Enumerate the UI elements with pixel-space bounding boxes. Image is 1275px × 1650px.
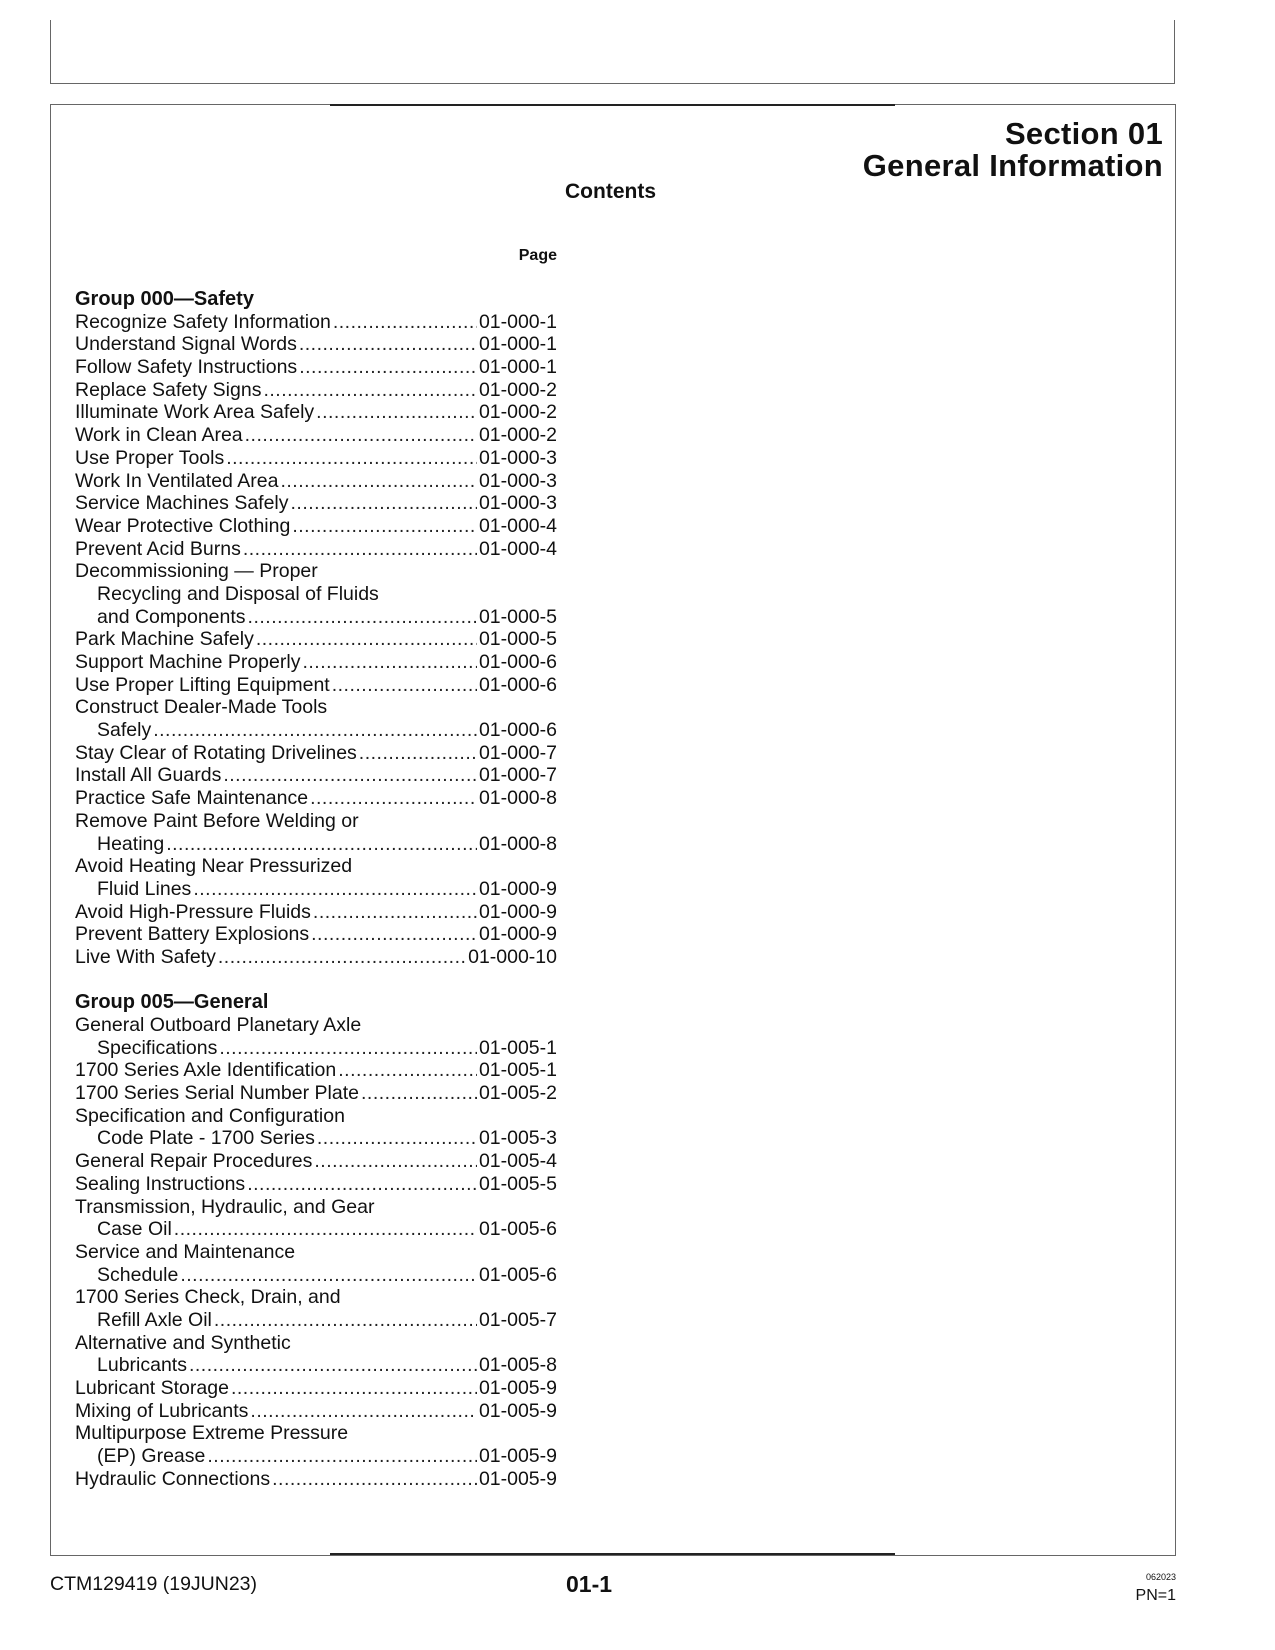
toc-entry-page: 01-000-2 (478, 401, 557, 424)
dot-leader (243, 538, 477, 561)
toc-entry-line[interactable] (75, 560, 557, 583)
dot-leader (299, 356, 477, 379)
toc-entry-line[interactable] (75, 1173, 557, 1196)
toc-entry-line[interactable] (75, 1354, 557, 1377)
toc-entry-page: 01-000-8 (478, 832, 557, 855)
toc-entry-page: 01-005-9 (478, 1467, 557, 1490)
toc-entry-page: 01-000-4 (478, 514, 557, 537)
dot-leader (189, 1354, 477, 1377)
toc-entry-line[interactable] (75, 764, 557, 787)
toc-entry-title: Remove Paint Before Welding or (75, 809, 359, 832)
toc-entry-line[interactable] (75, 515, 557, 538)
toc-entry-line[interactable] (75, 356, 557, 379)
toc-entry-title: Service Machines Safely (75, 492, 289, 515)
top-frame (50, 20, 1175, 84)
dot-leader (314, 1150, 477, 1173)
toc-entry-page: 01-000-9 (478, 923, 557, 946)
dot-leader (317, 1127, 477, 1150)
dot-leader (245, 424, 477, 447)
dot-leader (247, 1173, 477, 1196)
page-column-label: Page (518, 247, 557, 264)
toc-entry-page: 01-000-2 (478, 424, 557, 447)
dot-leader (231, 1377, 477, 1400)
dot-leader (218, 946, 466, 969)
toc-entry-line[interactable] (75, 719, 557, 742)
toc-entry-line[interactable] (75, 946, 557, 969)
toc-entry-line[interactable] (75, 696, 557, 719)
dot-leader (256, 628, 477, 651)
toc-entry-line[interactable] (75, 742, 557, 765)
toc-entry-line[interactable] (75, 1468, 557, 1491)
toc-entry-line[interactable] (75, 583, 557, 606)
page-number: 01-1 (566, 1571, 613, 1597)
toc-entry-page: 01-000-7 (478, 764, 557, 787)
toc-entry-page: 01-005-2 (478, 1082, 557, 1105)
toc-entry-line[interactable] (75, 333, 557, 356)
toc-entry-title: Mixing of Lubricants (75, 1399, 249, 1422)
toc-entry-page: 01-005-1 (478, 1036, 557, 1059)
toc-entry-title: Specification and Configuration (75, 1104, 345, 1127)
toc-entry-page: 01-000-3 (478, 492, 557, 515)
toc-entry-title: General Outboard Planetary Axle (75, 1014, 362, 1036)
toc-entry-title: Use Proper Tools (75, 446, 225, 469)
toc-entry-title: Prevent Battery Explosions (75, 923, 310, 946)
group-heading: Group 005—General (75, 991, 269, 1014)
table-of-contents (75, 288, 557, 1490)
toc-entry-page: 01-000-7 (478, 741, 557, 764)
dot-leader (302, 651, 476, 674)
toc-entry-line[interactable] (75, 1127, 557, 1150)
toc-entry-title: Code Plate - 1700 Series (97, 1127, 315, 1150)
toc-entry-title: Specifications (97, 1036, 218, 1059)
group-spacer (75, 969, 557, 992)
toc-entry-title: Alternative and Synthetic (75, 1331, 291, 1354)
toc-entry-title: Hydraulic Connections (75, 1467, 271, 1490)
toc-entry-line[interactable] (75, 401, 557, 424)
toc-entry-line[interactable] (75, 1400, 557, 1423)
toc-entry-page: 01-005-9 (478, 1445, 557, 1468)
dot-leader (248, 606, 477, 629)
toc-entry-line[interactable] (75, 1059, 557, 1082)
toc-entry-line[interactable] (75, 1082, 557, 1105)
toc-entry-page: 01-000-6 (478, 651, 557, 673)
toc-entry-title: Recognize Safety Information (75, 310, 331, 333)
toc-entry-page: 01-000-9 (478, 900, 557, 923)
dot-leader (299, 333, 477, 356)
section-title: General Information (862, 148, 1163, 183)
toc-entry-title: Sealing Instructions (75, 1172, 246, 1195)
toc-entry-title: Schedule (97, 1263, 179, 1286)
toc-entry-page: 01-000-4 (478, 537, 557, 560)
toc-entry-page: 01-005-5 (478, 1172, 557, 1195)
toc-entry-page: 01-000-3 (478, 469, 557, 492)
toc-entry-page: 01-000-9 (478, 877, 557, 900)
toc-entry-title: Use Proper Lifting Equipment (75, 673, 330, 696)
document-id: CTM129419 (19JUN23) (50, 1573, 258, 1595)
toc-entry-line[interactable] (75, 379, 557, 402)
dot-leader (180, 1264, 477, 1287)
toc-entry-page: 01-000-3 (478, 446, 557, 469)
toc-entry-line[interactable] (75, 470, 557, 493)
dot-leader (219, 1037, 477, 1060)
toc-entry-title: Park Machine Safely (75, 628, 254, 651)
toc-entry-line[interactable] (75, 1422, 557, 1445)
toc-entry-line[interactable] (75, 923, 557, 946)
toc-entry-title: Live With Safety (75, 945, 216, 968)
toc-entry-line[interactable] (75, 1445, 557, 1468)
dot-leader (291, 492, 477, 515)
toc-entry-page: 01-005-9 (478, 1399, 557, 1422)
toc-entry-page: 01-000-6 (478, 719, 557, 742)
toc-entry-title: Work in Clean Area (75, 424, 243, 447)
dot-leader (207, 1445, 477, 1468)
frame-bottom-accent (330, 1553, 895, 1555)
toc-entry-title: Support Machine Properly (75, 651, 301, 673)
group-heading: Group 000—Safety (75, 288, 254, 310)
toc-entry-line[interactable] (75, 787, 557, 810)
toc-entry-page: 01-005-7 (478, 1308, 557, 1331)
toc-entry-page: 01-000-8 (478, 787, 557, 810)
dot-leader (313, 901, 477, 924)
toc-entry-page: 01-000-2 (478, 378, 557, 401)
toc-entry-title: Multipurpose Extreme Pressure (75, 1422, 349, 1445)
dot-leader (332, 674, 477, 697)
toc-entry-page: 01-000-10 (468, 945, 557, 968)
toc-entry-page: 01-000-6 (478, 673, 557, 696)
toc-entry-page: 01-005-4 (478, 1150, 557, 1173)
dot-leader (214, 1309, 477, 1332)
dot-leader (272, 1468, 477, 1491)
dot-leader (316, 401, 477, 424)
toc-entry-title: Practice Safe Maintenance (75, 787, 309, 810)
toc-entry-title: Prevent Acid Burns (75, 537, 241, 560)
toc-entry-title: Illuminate Work Area Safely (75, 401, 315, 424)
toc-entry-line[interactable] (75, 1037, 557, 1060)
toc-entry-title: Recycling and Disposal of Fluids (97, 582, 379, 605)
dot-leader (311, 923, 477, 946)
dot-leader (223, 764, 477, 787)
toc-entry-line[interactable] (75, 1218, 557, 1241)
dot-leader (361, 1082, 477, 1105)
toc-entry-line[interactable] (75, 1150, 557, 1173)
toc-entry-line[interactable] (75, 651, 557, 674)
toc-entry-line[interactable] (75, 810, 557, 833)
toc-entry-line[interactable] (75, 1377, 557, 1400)
toc-entry-title: Install All Guards (75, 764, 222, 787)
toc-entry-title: Understand Signal Words (75, 333, 297, 356)
toc-entry-page: 01-005-6 (478, 1263, 557, 1286)
toc-entry-title: Wear Protective Clothing (75, 514, 291, 537)
toc-entry-page: 01-005-3 (478, 1127, 557, 1150)
toc-entry-page: 01-005-9 (478, 1377, 557, 1399)
frame-top-accent (330, 104, 895, 106)
toc-entry-page: 01-000-1 (478, 356, 557, 379)
toc-entry-line[interactable] (75, 878, 557, 901)
toc-entry-title: (EP) Grease (97, 1445, 206, 1468)
date-code: 062023 (1145, 1572, 1176, 1582)
dot-leader (280, 470, 477, 493)
dot-leader (310, 787, 477, 810)
toc-entry-title: Case Oil (97, 1218, 172, 1241)
toc-entry-line[interactable] (75, 1286, 557, 1309)
dot-leader (292, 515, 477, 538)
dot-leader (193, 878, 477, 901)
dot-leader (166, 833, 477, 856)
toc-entry-title: Heating (97, 832, 165, 855)
section-header (863, 118, 1163, 182)
toc-entry-title: Avoid Heating Near Pressurized (75, 855, 353, 878)
toc-entry-line[interactable] (75, 1014, 557, 1037)
dot-leader (338, 1059, 477, 1082)
toc-entry-line[interactable] (75, 311, 557, 334)
toc-entry-title: Decommissioning — Proper (75, 560, 318, 583)
toc-entry-title: Service and Maintenance (75, 1240, 296, 1263)
toc-entry-line[interactable] (75, 901, 557, 924)
toc-entry-line[interactable] (75, 1105, 557, 1128)
dot-leader (333, 311, 477, 334)
toc-entry-title: Transmission, Hydraulic, and Gear (75, 1195, 375, 1218)
toc-entry-line[interactable] (75, 833, 557, 856)
toc-entry-title: 1700 Series Check, Drain, and (75, 1286, 341, 1309)
toc-entry-title: Follow Safety Instructions (75, 356, 298, 379)
toc-entry-title: Replace Safety Signs (75, 378, 262, 401)
toc-entry-title: Lubricant Storage (75, 1377, 229, 1399)
toc-entry-line[interactable] (75, 628, 557, 651)
toc-entry-page: 01-000-1 (478, 310, 557, 333)
toc-entry-line[interactable] (75, 855, 557, 878)
dot-leader (153, 719, 477, 742)
toc-entry-line[interactable] (75, 538, 557, 561)
toc-entry-title: Lubricants (97, 1354, 187, 1377)
toc-entry-line[interactable] (75, 447, 557, 470)
toc-entry-line[interactable] (75, 492, 557, 515)
toc-entry-title: Stay Clear of Rotating Drivelines (75, 741, 357, 764)
toc-entry-title: 1700 Series Serial Number Plate (75, 1082, 359, 1105)
toc-entry-title: Fluid Lines (97, 877, 192, 900)
toc-entry-line[interactable] (75, 1241, 557, 1264)
toc-entry-line[interactable] (75, 1264, 557, 1287)
toc-entry-title: Construct Dealer-Made Tools (75, 696, 328, 719)
toc-entry-page: 01-000-5 (478, 628, 557, 651)
toc-entry-title: Refill Axle Oil (97, 1308, 212, 1331)
toc-entry-page: 01-000-1 (478, 333, 557, 356)
toc-entry-title: and Components (97, 605, 246, 628)
toc-entry-page: 01-005-6 (478, 1218, 557, 1241)
toc-entry-page: 01-000-5 (478, 605, 557, 628)
dot-leader (263, 379, 476, 402)
toc-entry-line[interactable] (75, 1309, 557, 1332)
toc-entry-title: Safely (97, 719, 152, 742)
toc-entry-title: General Repair Procedures (75, 1150, 313, 1173)
toc-entry-line[interactable] (75, 674, 557, 697)
dot-leader (226, 447, 477, 470)
toc-entry-line[interactable] (75, 606, 557, 629)
toc-entry-line[interactable] (75, 1332, 557, 1355)
toc-entry-title: Work In Ventilated Area (75, 469, 279, 492)
contents-heading: Contents (565, 180, 656, 203)
toc-entry-line[interactable] (75, 424, 557, 447)
toc-entry-title: 1700 Series Axle Identification (75, 1059, 337, 1082)
toc-entry-line[interactable] (75, 1196, 557, 1219)
dot-leader (359, 742, 477, 765)
toc-entry-title: Avoid High-Pressure Fluids (75, 900, 311, 923)
dot-leader (174, 1218, 477, 1241)
toc-entry-page: 01-005-8 (478, 1354, 557, 1377)
dot-leader (250, 1400, 477, 1423)
toc-entry-page: 01-005-1 (478, 1059, 557, 1082)
section-number: Section 01 (1004, 116, 1163, 151)
pn-marker: PN=1 (1135, 1587, 1176, 1604)
